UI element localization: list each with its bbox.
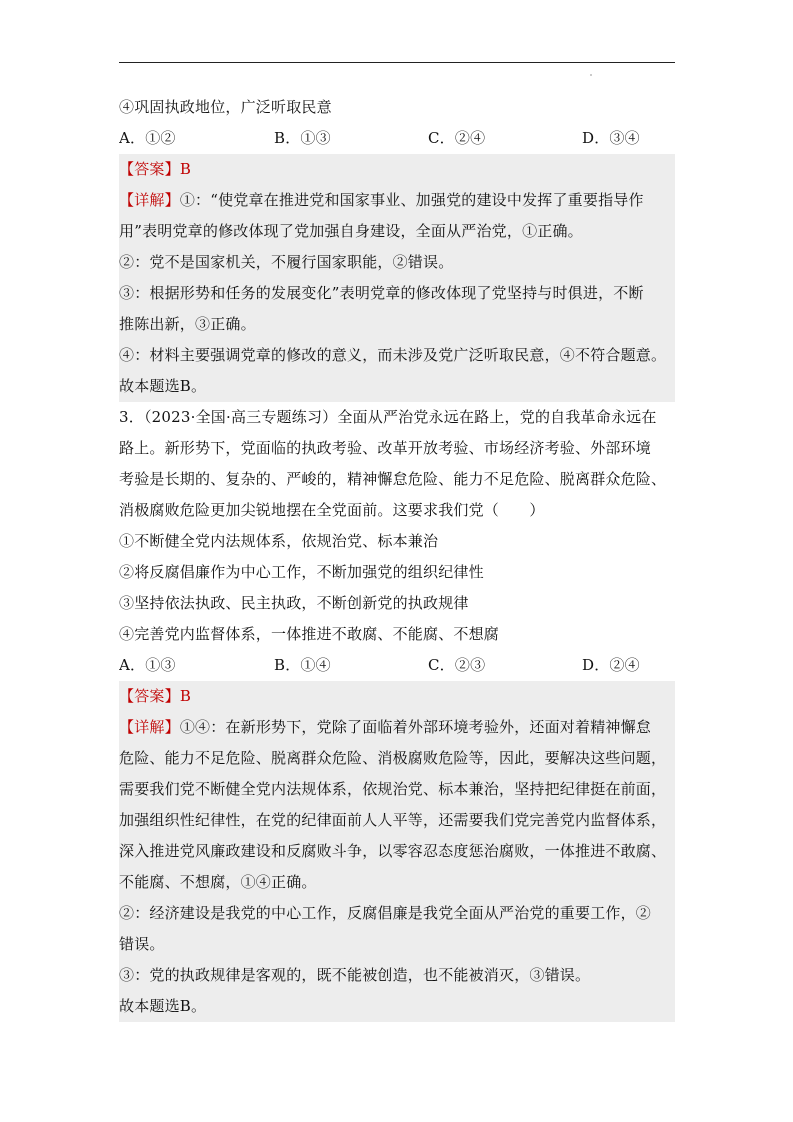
q2-option-d: D．③④ [582, 129, 640, 147]
q2-options [119, 123, 675, 154]
q2-detail-line: ③：根据形势和任务的发展变化”表明党章的修改体现了党坚持与时俱进，不断 [119, 284, 644, 302]
page-mark [590, 74, 592, 76]
q2-answer-label: 【答案】 [119, 160, 180, 178]
q3-detail-line: 危险、能力不足危险、脱离群众危险、消极腐败危险等，因此，要解决这些问题， [119, 749, 667, 767]
q3-answer-value: B [179, 687, 192, 705]
q2-option-c: C．②④ [428, 129, 486, 147]
q2-answer [119, 154, 675, 185]
q3-detail-line: 不能腐、不想腐，①④正确。 [119, 873, 317, 891]
document-page [119, 0, 675, 1122]
q3-detail-label: 【详解】 [119, 718, 180, 736]
q3-stem-line: 路上。新形势下，党面临的执政考验、改革开放考验、市场经济考验、外部环境 [119, 439, 652, 457]
q3-choice-2: ②将反腐倡廉作为中心工作，不断加强党的组织纪律性 [119, 563, 484, 581]
q3-option-a: A．①③ [119, 656, 176, 674]
q2-conclusion: 故本题选B。 [119, 377, 207, 395]
document-content [119, 92, 675, 1022]
q2-choice-4: ④巩固执政地位，广泛听取民意 [119, 98, 332, 116]
q2-detail-line: ④：材料主要强调党章的修改的意义，而未涉及党广泛听取民意，④不符合题意。 [119, 346, 667, 364]
q3-stem-line: 消极腐败危险更加尖锐地摆在全党面前。这要求我们党（ ） [119, 501, 545, 519]
q3-solution-block [119, 681, 675, 1022]
q3-answer-label: 【答案】 [119, 687, 180, 705]
q3-detail-line: 错误。 [119, 935, 165, 953]
header-rule [119, 62, 675, 63]
q2-solution-block [119, 154, 675, 402]
q3-detail-line [119, 712, 675, 743]
q2-detail-line: 推陈出新，③正确。 [119, 315, 256, 333]
q3-detail-text: ①④：在新形势下，党除了面临着外部环境考验外，还面对着精神懈怠 [179, 718, 652, 736]
q3-detail-line: ③：党的执政规律是客观的，既不能被创造，也不能被消灭，③错误。 [119, 966, 591, 984]
q2-detail-label: 【详解】 [119, 191, 180, 209]
q3-conclusion: 故本题选B。 [119, 997, 207, 1015]
q2-detail-line: 用”表明党章的修改体现了党加强自身建设，全面从严治党，①正确。 [119, 222, 583, 240]
q2-option-a: A．①② [119, 129, 176, 147]
q3-choice-4: ④完善党内监督体系，一体推进不敢腐、不能腐、不想腐 [119, 625, 500, 643]
q3-choice-3: ③坚持依法执政、民主执政，不断创新党的执政规律 [119, 594, 469, 612]
q3-answer [119, 681, 675, 712]
q3-detail-line: 加强组织性纪律性，在党的纪律面前人人平等，还需要我们党完善党内监督体系， [119, 811, 667, 829]
q3-detail-line: ②：经济建设是我党的中心工作，反腐倡廉是我党全面从严治党的重要工作，② [119, 904, 652, 922]
q3-detail-line: 需要我们党不断健全党内法规体系，依规治党、标本兼治，坚持把纪律挺在前面， [119, 780, 667, 798]
q3-choice-1: ①不断健全党内法规体系，依规治党、标本兼治 [119, 532, 439, 550]
q3-stem-line: 考验是长期的、复杂的、严峻的，精神懈怠危险、能力不足危险、脱离群众危险、 [119, 470, 667, 488]
q3-options [119, 650, 675, 681]
q2-detail-line: ②：党不是国家机关，不履行国家职能，②错误。 [119, 253, 454, 271]
q3-stem-line: 3．（2023·全国·高三专题练习）全面从严治党永远在路上，党的自我革命永远在 [119, 408, 657, 426]
q2-detail-line [119, 185, 675, 216]
q3-option-b: B．①④ [274, 656, 331, 674]
q3-option-d: D．②④ [582, 656, 640, 674]
q3-detail-line: 深入推进党风廉政建设和反腐败斗争，以零容忍态度惩治腐败，一体推进不敢腐、 [119, 842, 667, 860]
q3-option-c: C．②③ [428, 656, 486, 674]
q2-detail-text: ①：“使党章在推进党和国家事业、加强党的建设中发挥了重要指导作 [179, 191, 644, 209]
q2-answer-value: B [179, 160, 192, 178]
q2-option-b: B．①③ [274, 129, 331, 147]
